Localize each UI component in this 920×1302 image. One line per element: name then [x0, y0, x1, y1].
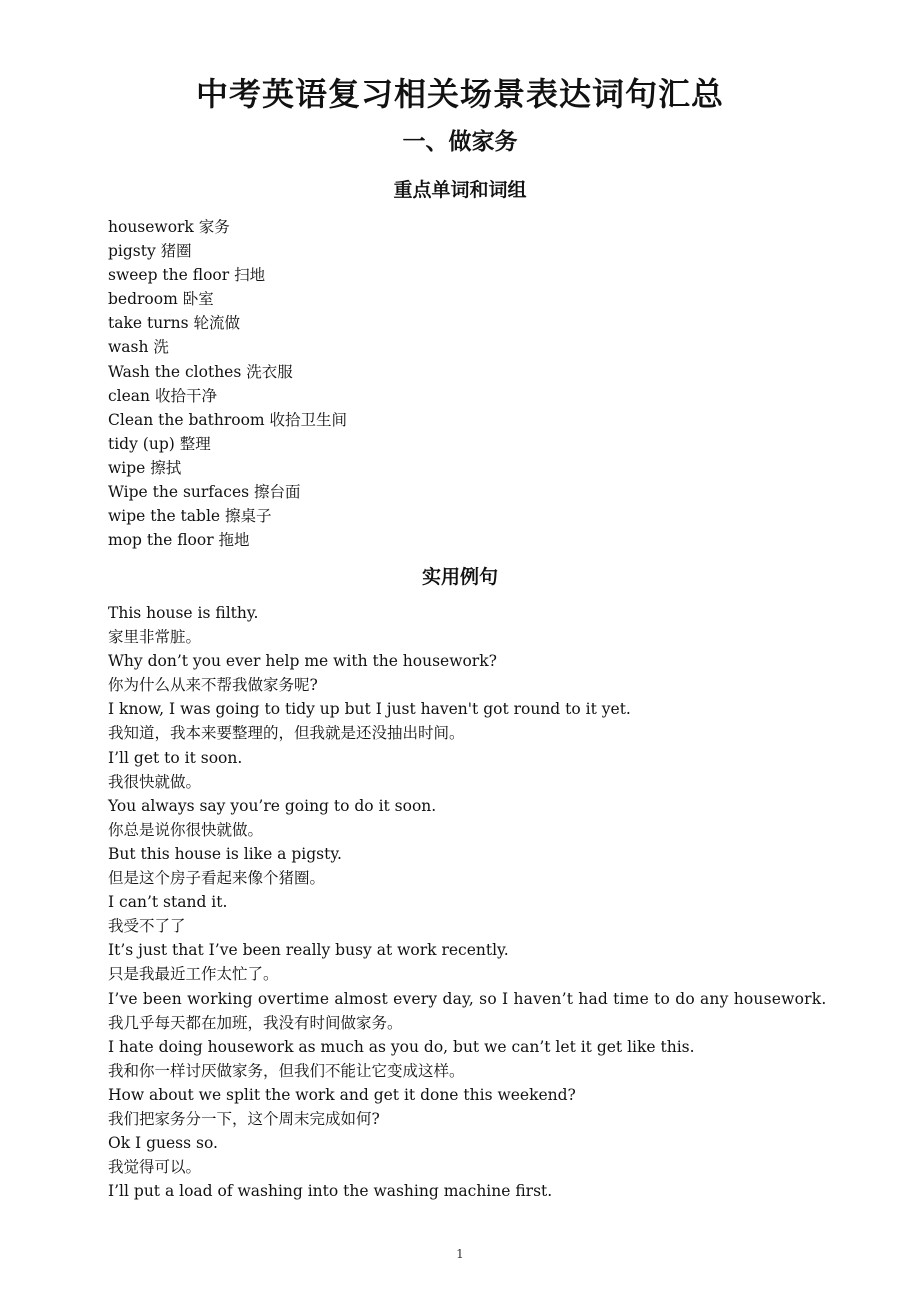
- vocab-item: bedroom 卧室: [108, 290, 214, 309]
- vocab-item: tidy (up) 整理: [108, 434, 211, 453]
- example-line: 我觉得可以。: [108, 1158, 202, 1177]
- section-title: 一、做家务: [402, 129, 518, 155]
- example-line: Why don’t you ever help me with the housework?: [108, 652, 497, 671]
- example-line: This house is filthy.: [108, 604, 259, 622]
- example-line: 你为什么从来不帮我做家务呢?: [108, 676, 318, 695]
- example-line: 家里非常脏。: [108, 628, 202, 647]
- example-line: I’ll put a load of washing into the washing machine first.: [108, 1182, 553, 1201]
- example-line: 我几乎每天都在加班，我没有时间做家务。: [108, 1013, 403, 1032]
- document-title: 中考英语复习相关场景表达词句汇总: [195, 75, 724, 113]
- page-number: 1: [456, 1247, 464, 1261]
- example-line: I can’t stand it.: [108, 893, 228, 912]
- vocab-item: Clean the bathroom 收拾卫生间: [108, 410, 348, 429]
- vocab-item: Wash the clothes 洗衣服: [108, 362, 293, 381]
- vocab-item: take turns 轮流做: [108, 314, 240, 333]
- example-line: 只是我最近工作太忙了。: [108, 965, 279, 984]
- example-line: 但是这个房子看起来像个猪圈。: [108, 869, 326, 888]
- vocab-item: mop the floor 拖地: [108, 531, 250, 550]
- example-line: 我们把家务分一下，这个周末完成如何?: [108, 1109, 380, 1128]
- example-line: I’ll get to it soon.: [108, 748, 243, 767]
- example-list: [70, 601, 850, 1203]
- vocab-item: wipe 擦拭: [108, 458, 182, 477]
- example-line: I’ve been working overtime almost every day, so I haven’t had time to do any housework.: [108, 989, 827, 1008]
- example-line: I know, I was going to tidy up but I just haven't got round to it yet.: [108, 700, 631, 719]
- example-line: 我知道，我本来要整理的，但我就是还没抽出时间。: [108, 724, 465, 743]
- vocab-item: sweep the floor 扫地: [108, 266, 266, 285]
- example-line: You always say you’re going to do it soon.: [108, 796, 437, 815]
- example-line: 我受不了了: [108, 917, 186, 936]
- vocab-item: Wipe the surfaces 擦台面: [108, 483, 301, 502]
- vocab-item: pigsty 猪圈: [108, 242, 192, 261]
- example-line: 我很快就做。: [108, 772, 202, 791]
- example-line: How about we split the work and get it done this weekend?: [108, 1085, 576, 1104]
- vocab-item: housework 家务: [108, 218, 230, 236]
- example-line: But this house is like a pigsty.: [108, 844, 342, 863]
- vocab-item: clean 收拾干净: [108, 386, 217, 405]
- example-line: I hate doing housework as much as you do, but we can’t let it get like this.: [108, 1037, 695, 1056]
- vocab-heading: 重点单词和词组: [393, 179, 527, 201]
- vocab-list: [70, 215, 850, 552]
- example-line: 我和你一样讨厌做家务，但我们不能让它变成这样。: [108, 1061, 465, 1080]
- vocab-item: wash 洗: [108, 338, 169, 357]
- example-line: Ok I guess so.: [108, 1134, 218, 1153]
- example-line: It’s just that I’ve been really busy at work recently.: [108, 941, 509, 960]
- examples-heading: 实用例句: [421, 566, 498, 588]
- vocab-item: wipe the table 擦桌子: [108, 507, 272, 526]
- example-line: 你总是说你很快就做。: [108, 820, 264, 839]
